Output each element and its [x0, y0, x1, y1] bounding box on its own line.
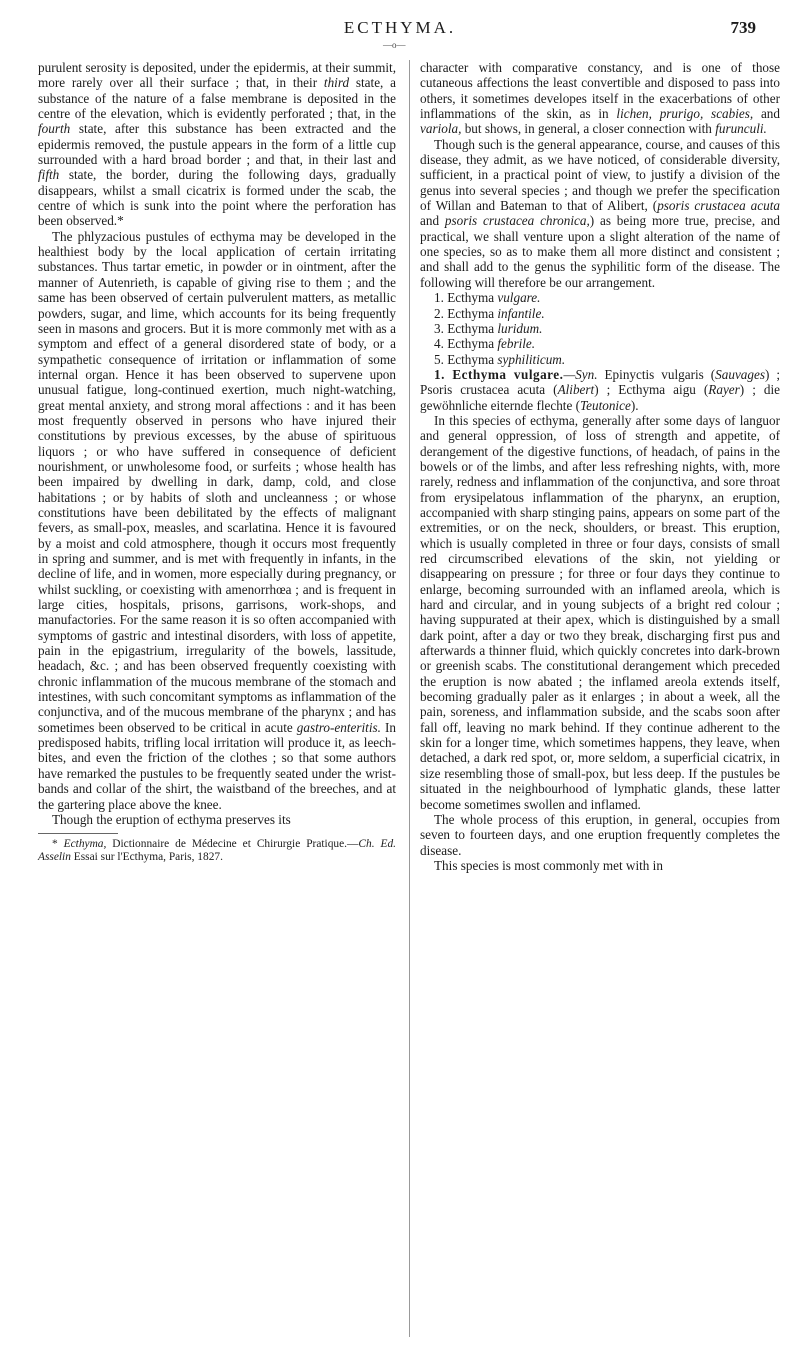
column-divider [409, 60, 410, 1337]
list-item: 4. Ecthyma febrile. [434, 336, 536, 352]
footnote: * Ecthyma, Dictionnaire de Médecine et Chirurgie Pratique.—Ch. Ed. Asselin Essai sur l'Ecthyma, Paris, 1827. [38, 838, 396, 864]
left-column [38, 60, 396, 864]
species-list [420, 290, 780, 367]
paragraph: Though the eruption of ecthyma preserves its [52, 811, 291, 827]
header-ornament: —o— [383, 40, 406, 50]
species-heading-paragraph: 1. Ecthyma vulgare.—Syn. Epinyctis vulgaris (Sauvages) ; Psoris crustacea acuta (Alibert) ; Ecthyma aigu (Rayer) ; die gewöhnliche eiternde flechte (Teutonice). [420, 366, 781, 413]
species-heading: 1. Ecthyma vulgare. [434, 366, 564, 382]
list-item: 2. Ecthyma infantile. [434, 305, 545, 321]
list-item: 3. Ecthyma luridum. [434, 320, 543, 336]
paragraph: The phlyzacious pustules of ecthyma may be developed in the healthiest body by the local application of certain irritating substances. Thus tartar emetic, in powder or in ointment, after the manner of Autenrieth, is capable of giving rise to them ; and the same has been observed of certain pulverulent matters, as metallic powders, sugar, and lime, which accounts for its being frequently seen in masons and grocers. But it is more commonly met with as a symptom and effect of a general disordered state of body, or a sympathetic consequence of irritation or inflammation of some internal organ. Hence it has been observed to supervene upon unusual fatigue, long-continued exertion, much night-watching, great mental anxiety, and strong moral affections : and it has been most frequently observed in persons who have injured their constitutions by previous excesses, by the abuse of spirituous liquors ; or who have suffered in consequence of deficient nourishment, or unwholesome food, or surfeits ; whose health has been impaired by dwelling in dark, damp, cold, and close habitations ; or by habits of sloth and uncleanness ; or whose constitutions have been debilitated by the effects of malignant fevers, as small-pox, measles, and scarlatina. Hence it is favoured by a moist and cold atmosphere, though it occurs most frequently in spring and summer, and is met with frequently in infants, in the decline of life, and in women, more especially during pregnancy, or whilst suckling, or coexisting with amenorrhœa ; and is frequent in large cities, hospitals, prisons, garrisons, work-shops, and manufactories. For the same reason it is so often accompanied with symptoms of gastric and intestinal disorders, with loss of appetite, pain in the epigastrium, irregularity of the bowels, lassitude, headach, &c. ; and has been observed frequently coexisting with chronic inflammation of the mucous membrane of the stomach and intestines, with such concomitant symptoms as inflammation of the conjunctiva, and of the mucous membrane of the pharynx ; and has sometimes been observed to be critical in acute gastro-enteritis. In predisposed habits, trifling local irritation will produce it, as leech-bites, and even the friction of the clothes ; so that some authors have remarked the pustules to be frequently seated under the wrist-bands and collar of the shirt, the waistband of the breeches, and at the gartering place above the knee. [38, 228, 396, 812]
paragraph: The whole process of this eruption, in general, occupies from seven to fourteen days, and one eruption frequently completes the disease. [420, 811, 780, 858]
footnote-rule [38, 833, 118, 834]
page-number: 739 [730, 18, 756, 37]
paragraph: Though such is the general appearance, course, and causes of this disease, they admit, as we have noticed, of considerable diversity, sufficient, in a practical point of view, to justify a division of the genus into several species ; and though we prefer the specification of Willan and Bateman to that of Alibert, (psoris crustacea acuta and psoris crustacea chronica,) as being more true, precise, and practical, we shall venture upon a slight alteration of the name of one species, so as to make them all more distinct and consistent ; and shall add to the genus the syphilitic form of the disease. The following will therefore be our arrangement. [420, 136, 781, 290]
paragraph: character with comparative constancy, and is one of those cutaneous affections the least convertible and disposed to pass into others, it sometimes developes itself in the exacerbations of other inflammations of the skin, as in lichen, prurigo, scabies, and variola, but shows, in general, a closer connection with furunculi. [420, 60, 780, 137]
paragraph: This species is most commonly met with in [434, 857, 663, 873]
running-title: ECTHYMA. [343, 18, 457, 37]
right-column [420, 60, 780, 873]
list-item: 1. Ecthyma vulgare. [434, 290, 541, 306]
paragraph: In this species of ecthyma, generally after some days of languor and general oppression, of loss of strength and appetite, of derangement of the digestive functions, of headach, of pains in the bowels or of the limbs, and after less refreshing nights, with, more rarely, redness and inflammation of the conjunctiva, and sore throat from erysipelatous inflammation of the pharynx, an eruption, accompanied with sharp stinging pains, appears on some part of the extremities, or on the neck, shoulders, or breast. This eruption, which is usually completed in three or four days, consists of small red circumscribed elevations of the skin, not yielding or disappearing on pressure ; for three or four days they continue to enlarge, becoming surrounded with an inflamed areola, which is hard and circular, and in young subjects of a bright red colour ; having suppurated at their apex, which is distinguished by a small dark point, after a day or two they break, discharging first pus and afterwards a thinner fluid, which quickly concretes into dark-brown or greenish scabs. The constitutional derangement which preceded the eruption is now abated ; the inflamed areola extends itself, becoming gradually paler as it enlarges ; in about a week, all the pain, soreness, and inflammation subside, and the scabs soon after fall off, leaving no mark behind. If they continue adherent to the skin for a longer time, which sometimes happens, they leave, when detached, a dark red spot, or, more seldom, a superficial cicatrix, in size resembling those of small-pox, but less deep. If the pustules be situated in the neighbourhood of lymphatic glands, these latter become sometimes swollen and inflamed. [420, 412, 780, 812]
page-header [0, 16, 800, 50]
paragraph: purulent serosity is deposited, under the epidermis, at their summit, more rarely over all their surface ; that, in their third state, a substance of the nature of a false membrane is deposited in the centre of the elevation, which is evidently perforated ; that, in the fourth state, after this substance has been extracted and the epidermis removed, the pustule appears in the form of a little cup surrounded with a hard broad border ; and that, in their last and fifth state, the border, during the following days, gradually disappears, whilst a small cicatrix is formed under the scab, the centre of which is sunk into the point where the perforation has been observed.* [38, 60, 397, 229]
list-item: 5. Ecthyma syphiliticum. [434, 351, 566, 367]
